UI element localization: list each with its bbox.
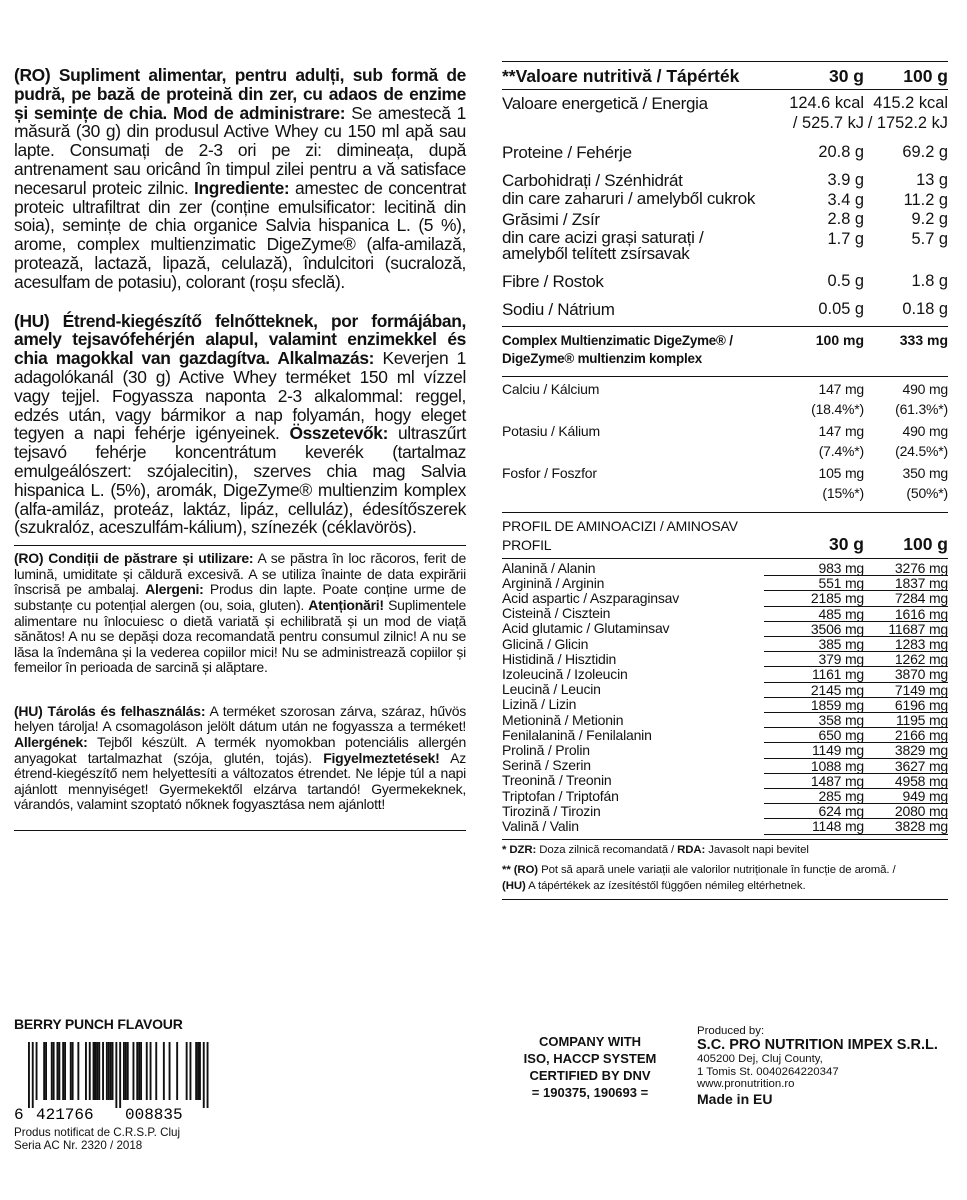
energy-kj-100g: / 1752.2 kJ [867, 114, 948, 132]
producer-address1: 405200 Dej, Cluj County, [697, 1053, 823, 1066]
fibre-30g: 0.5 g [827, 272, 864, 290]
amino-name: Arginină / Arginin [502, 574, 605, 591]
footnote-ro-text: Pot să apară unele variații ale valorilor nutriționale în funcție de aromă. / [538, 863, 896, 876]
amino-name: Cisteină / Cisztein [502, 605, 611, 622]
amino-row [502, 728, 948, 743]
amino-table [502, 561, 948, 835]
nutrition-header-rule [502, 89, 948, 90]
barcode-bar [36, 1042, 38, 1100]
amino-row [502, 637, 948, 652]
barcode-bar [190, 1042, 192, 1100]
amino-row [502, 591, 948, 606]
amino-name: Lizină / Lizin [502, 696, 577, 713]
footnote-ro [502, 862, 948, 878]
hu-description-intro: (HU) Étrend-kiegészítő felnőtteknek, por formájában, amely tejsavófehérjén alapul, valamint enzimekkel és chia magokkal van gazdagítva. Alkalmazás: [14, 310, 466, 369]
ro-ingredients-text: amestec de concentrat proteic ultrafiltrat din zer (conține emulsificator: lecitină din soia), semințe de chia organice Salvia hispanica L. (5 %), arome, complex multienzimatic DigeZyme® (alfa-amilază, protează, lactază, lipază, celulază), îndulcitori (sucraloză, acesulfam de potasiu), colorant (roșu sfeclă). [14, 177, 466, 292]
producer-intro: Produced by: [697, 1025, 765, 1037]
barcode-bar [146, 1042, 148, 1100]
mineral-percent-100g: (50%*) [906, 485, 948, 501]
mineral-label: Fosfor / Foszfor [502, 465, 597, 481]
barcode-bar [45, 1042, 47, 1100]
amino-name: Glicină / Glicin [502, 635, 589, 652]
amino-row [502, 819, 948, 834]
nutrition-header-label: **Valoare nutritivă / Tápérték [502, 66, 740, 86]
amino-name: Serină / Szerin [502, 757, 591, 774]
amino-30g: 3506 mg [764, 621, 864, 636]
energy-kj-30g: / 525.7 kJ [792, 114, 864, 132]
amino-100g: 949 mg [864, 789, 948, 804]
amino-30g: 358 mg [764, 713, 864, 728]
amino-30g: 650 mg [764, 728, 864, 743]
divider-ro-storage [14, 545, 466, 546]
barcode-bar [110, 1042, 112, 1100]
digezyme-label-hu: DigeZyme® multienzim komplex [502, 351, 702, 366]
barcode-bar [85, 1042, 87, 1100]
amino-top-rule [502, 512, 948, 513]
hu-storage [14, 704, 466, 813]
amino-row [502, 667, 948, 682]
certification-block [505, 1033, 675, 1101]
barcode-bar [115, 1042, 117, 1108]
energy-label: Valoare energetică / Energia [502, 94, 708, 113]
amino-name: Metionină / Metionin [502, 711, 624, 728]
barcode-bar [95, 1042, 97, 1100]
notified-line2: Seria AC Nr. 2320 / 2018 [14, 1139, 143, 1152]
amino-30g: 2145 mg [764, 682, 864, 697]
amino-row [502, 606, 948, 621]
amino-name: Treonină / Treonin [502, 772, 612, 789]
amino-100g: 7284 mg [864, 591, 948, 606]
digezyme-100g: 333 mg [899, 332, 948, 348]
certification-line4: = 190375, 190693 = [531, 1085, 649, 1100]
footnote-rda-text: Javasolt napi bevitel [705, 843, 809, 856]
ro-ingredients-label: Ingrediente: [194, 177, 290, 198]
amino-100g: 3870 mg [864, 667, 948, 682]
barcode-bar [58, 1042, 60, 1100]
digezyme-label-ro: Complex Multienzimatic DigeZyme® / [502, 333, 733, 348]
barcode-bar [77, 1042, 79, 1100]
certification-line2: ISO, HACCP SYSTEM [523, 1051, 657, 1066]
amino-name: Acid aspartic / Aszparaginsav [502, 589, 680, 606]
mineral-label: Potasiu / Kálium [502, 423, 600, 439]
saturates-100g: 5.7 g [911, 230, 948, 248]
amino-100g: 3828 mg [864, 819, 948, 834]
footnote-dzr [502, 842, 948, 858]
protein-30g: 20.8 g [818, 143, 864, 161]
amino-name: Fenilalanină / Fenilalanin [502, 726, 652, 743]
amino-30g: 1088 mg [764, 758, 864, 773]
amino-row [502, 743, 948, 758]
amino-name: Izoleucină / Izoleucin [502, 665, 628, 682]
barcode-digits-group2: 008835 [125, 1106, 183, 1122]
ro-allergens-label: Alergeni: [145, 581, 204, 598]
footnote-dzr-text: Doza zilnică recomandată / [536, 843, 678, 856]
barcode-bar [89, 1042, 91, 1100]
amino-row [502, 697, 948, 712]
certification-line1: COMPANY WITH [538, 1034, 642, 1049]
sodium-label: Sodiu / Nátrium [502, 300, 615, 319]
nutrition-header-100g: 100 g [903, 66, 948, 86]
amino-header-rule [502, 558, 948, 559]
producer-address2: 1 Tomis St. 0040264220347 [697, 1065, 839, 1078]
hu-ingredients-text: ultraszűrt tejsavó fehérje koncentrátum keverék (tartalmaz emulgeálószert: szójalecitin), szerves chia mag Salvia hispanica L. (5%), aromák, DigeZyme® multienzim komplex (alfa-amiláz, proteáz, laktáz, lipáz, celluláz), édesítőszerek (szukralóz, aceszulfám-kálium), színezék (céklavörös). [14, 423, 466, 538]
barcode-bar [43, 1042, 45, 1100]
barcode-bar [199, 1042, 201, 1100]
ro-warnings-label: Atenționări! [308, 596, 384, 613]
carbs-30g: 3.9 g [827, 171, 864, 189]
footnote-top-rule [502, 839, 948, 840]
ro-description-intro: (RO) Supliment alimentar, pentru adulți, sub formă de pudră, pe bază de proteină din zer, cu adaos de enzime și semințe de chia. Mod de administrare: [14, 65, 466, 123]
amino-100g: 3276 mg [864, 561, 948, 576]
barcode-bar [53, 1042, 55, 1100]
amino-30g: 285 mg [764, 789, 864, 804]
hu-allergens-label: Allergének: [14, 734, 88, 751]
amino-100g: 1616 mg [864, 606, 948, 621]
mineral-row [502, 381, 948, 397]
amino-row [502, 789, 948, 804]
notified-line1: Produs notificat de C.R.S.P. Cluj [14, 1126, 181, 1139]
barcode-bar [125, 1042, 127, 1100]
amino-header-row [502, 517, 948, 555]
barcode-bar [98, 1042, 100, 1100]
barcode-bar [62, 1042, 64, 1100]
barcode-bar [203, 1042, 205, 1108]
producer-block [697, 1025, 957, 1107]
sugars-row [502, 191, 948, 210]
barcode-bar [138, 1042, 140, 1100]
footnotes [502, 842, 948, 894]
amino-row [502, 652, 948, 667]
fat-100g: 9.2 g [911, 210, 948, 228]
amino-name: Prolină / Prolin [502, 741, 590, 758]
amino-name: Triptofan / Triptofán [502, 787, 619, 804]
barcode-bar [96, 1042, 98, 1100]
amino-100g: 1837 mg [864, 576, 948, 591]
barcode-bar [70, 1042, 72, 1100]
mineral-percent-30g: (15%*) [822, 485, 864, 501]
amino-row [502, 621, 948, 636]
barcode-bar [51, 1042, 53, 1100]
amino-name: Acid glutamic / Glutaminsav [502, 620, 670, 637]
minerals-top-rule [502, 376, 948, 377]
hu-warnings-text: Az étrend-kiegészítő nem helyettesíti a változatos étrendet. Ne lépje túl a napi ajánlott mennyiséget! Gyermekektől elzárva tartandó! Gyermekeknek, várandós, valamint szoptató nőknek fogyasztása nem ajánlott! [14, 749, 466, 813]
amino-name: Alanină / Alanin [502, 560, 596, 576]
amino-100g: 7149 mg [864, 682, 948, 697]
amino-100g: 6196 mg [864, 697, 948, 712]
sodium-100g: 0.18 g [902, 300, 948, 318]
barcode-bar [119, 1042, 121, 1108]
ro-warnings-text: Suplimentele alimentare nu înlocuiesc o dietă variată și echilibrată și un mod de viață sănătos! A nu se depăși doza recomandată pentru consumul zilnic! A nu se lăsa la îndemâna și la vederea copiilor mici! Nu se administrează copiilor și femeilor în perioada de sarcină și alăptare. [14, 596, 467, 676]
amino-30g: 1161 mg [764, 667, 864, 682]
barcode-bar [112, 1042, 114, 1100]
digezyme-30g: 100 mg [815, 332, 864, 348]
footnote-hu-text: A tápértékek az ízesítéstől függően némileg eltérhetnek. [525, 879, 806, 892]
fat-30g: 2.8 g [827, 210, 864, 228]
divider-bottom-left [14, 830, 466, 831]
ro-allergens-text: Produs din lapte. Poate conține urme de substanțe cu potențial alergen (ou, soia, gluten). [14, 581, 466, 613]
barcode-bar [106, 1042, 108, 1100]
sugars-100g: 11.2 g [903, 191, 948, 209]
barcode-digits-group1: 421766 [36, 1106, 94, 1122]
nutrition-header-row [502, 62, 948, 89]
flavour-label: BERRY PUNCH FLAVOUR [14, 1016, 183, 1032]
hu-storage-text: A terméket szorosan zárva, száraz, hűvös helyen tárolja! A csomagoláson jelölt dátum után ne fogyassza a terméket! [14, 702, 466, 735]
amino-100g: 3829 mg [864, 743, 948, 758]
amino-name: Leucină / Leucin [502, 681, 601, 698]
amino-100g: 2080 mg [864, 804, 948, 819]
hu-ingredients-label: Összetevők: [289, 423, 389, 444]
amino-30g: 1148 mg [764, 819, 864, 834]
mineral-percent-100g: (24.5%*) [895, 443, 948, 459]
sodium-30g: 0.05 g [818, 300, 864, 318]
energy-kcal-30g: 124.6 kcal [789, 94, 864, 112]
barcode-bar [108, 1042, 110, 1100]
amino-30g: 2185 mg [764, 591, 864, 606]
fibre-row [502, 272, 948, 292]
amino-name: Tirozină / Tirozin [502, 802, 601, 819]
energy-kj-row [502, 114, 948, 133]
ro-storage [14, 551, 466, 676]
amino-header-100g: 100 g [903, 534, 948, 554]
left-column [14, 66, 466, 831]
barcode-bar [123, 1042, 125, 1100]
footnote-hu [502, 878, 948, 894]
amino-30g: 385 mg [764, 637, 864, 652]
barcode-bar [136, 1042, 138, 1100]
protein-label: Proteine / Fehérje [502, 143, 632, 162]
carbs-label: Carbohidrați / Szénhidrát [502, 171, 683, 190]
nutrition-table [502, 61, 948, 900]
made-in-label: Made in EU [697, 1090, 773, 1107]
fibre-100g: 1.8 g [911, 272, 948, 290]
barcode-bar [127, 1042, 129, 1100]
barcode-bar [150, 1042, 152, 1100]
fat-row [502, 210, 948, 230]
saturates-label: din care acizi grași saturați / amelyből telített zsírsavak [502, 228, 704, 263]
mineral-row [502, 423, 948, 439]
amino-name: Histidină / Hisztidin [502, 650, 617, 667]
mineral-percent-100g: (61.3%*) [895, 401, 948, 417]
amino-30g: 983 mg [764, 561, 864, 576]
footnote-bottom-rule [502, 899, 948, 900]
carbs-row [502, 171, 948, 191]
amino-100g: 1283 mg [864, 637, 948, 652]
mineral-percent-30g: (18.4%*) [811, 401, 864, 417]
protein-100g: 69.2 g [902, 143, 948, 161]
mineral-percent-row [502, 439, 948, 465]
ro-description [14, 66, 466, 292]
digezyme-row [502, 332, 948, 368]
mineral-row [502, 465, 948, 481]
sugars-label: din care zaharuri / amelyből cukrok [502, 189, 756, 208]
amino-100g: 11687 mg [864, 621, 948, 636]
hu-description [14, 312, 466, 538]
digezyme-top-rule [502, 326, 948, 327]
barcode-bar [93, 1042, 95, 1100]
amino-100g: 4958 mg [864, 773, 948, 788]
amino-100g: 2166 mg [864, 728, 948, 743]
certification-line3: CERTIFIED BY DNV [529, 1068, 651, 1083]
amino-30g: 624 mg [764, 804, 864, 819]
amino-row [502, 561, 948, 576]
ro-administration-text: Se amestecă 1 măsură (30 g) din produsul Active Whey cu 150 ml apă sau lapte. Consumați de 2-3 ori pe zi: dimineața, după antrenament sau oricând în timpul zilei pentru a vă satisface necesarul proteic zilnic. [14, 102, 466, 198]
energy-row [502, 94, 948, 114]
amino-row [502, 804, 948, 819]
mineral-30g: 147 mg [818, 381, 864, 397]
carbs-100g: 13 g [916, 171, 948, 189]
amino-30g: 551 mg [764, 576, 864, 591]
footnote-rda-label: RDA: [677, 843, 706, 856]
barcode-bar [186, 1042, 188, 1100]
minerals-table [502, 381, 948, 507]
mineral-30g: 147 mg [818, 423, 864, 439]
barcode-bar [102, 1042, 104, 1100]
amino-100g: 1262 mg [864, 652, 948, 667]
fibre-label: Fibre / Rostok [502, 272, 604, 291]
ro-storage-label: (RO) Condiții de păstrare și utilizare: [14, 550, 254, 567]
notification-info [14, 1126, 314, 1152]
mineral-percent-30g: (7.4%*) [818, 443, 864, 459]
amino-header-label-line2: PROFIL [502, 537, 552, 553]
amino-header-label [502, 517, 764, 555]
amino-row [502, 773, 948, 788]
amino-100g: 1195 mg [864, 713, 948, 728]
amino-row [502, 682, 948, 697]
energy-kcal-100g: 415.2 kcal [873, 94, 948, 112]
barcode-bar [176, 1042, 178, 1100]
producer-website: www.pronutrition.ro [697, 1078, 795, 1091]
barcode-block [14, 1016, 314, 1152]
producer-name: S.C. PRO NUTRITION IMPEX S.R.L. [697, 1037, 938, 1054]
mineral-100g: 490 mg [902, 381, 948, 397]
mineral-30g: 105 mg [818, 465, 864, 481]
saturates-30g: 1.7 g [827, 230, 864, 248]
barcode-bar [163, 1042, 165, 1100]
barcode-bar [32, 1042, 34, 1108]
footnote-dzr-label: * DZR: [502, 843, 537, 856]
mineral-100g: 350 mg [902, 465, 948, 481]
amino-100g: 3627 mg [864, 758, 948, 773]
mineral-percent-row [502, 397, 948, 423]
hu-administration-text: Keverjen 1 adagolókanál (30 g) Active Whey terméket 150 ml vízzel vagy tejjel. Fogyassza naponta 2-3 alkalommal: reggel, edzés után, vagy bármikor a nap folyamán, hogy eleget tegyen a napi fehérje igényeinek. [14, 348, 467, 444]
barcode-bar [195, 1042, 197, 1100]
nutrition-header-30g: 30 g [828, 66, 864, 86]
hu-warnings-label: Figyelmeztetések! [323, 749, 440, 766]
barcode-bar [57, 1042, 59, 1100]
hu-storage-label: (HU) Tárolás és felhasználás: [14, 702, 206, 719]
barcode-bar [169, 1042, 171, 1100]
amino-header-label-line1: PROFIL DE AMINOACIZI / AMINOSAV [502, 518, 738, 534]
sugars-30g: 3.4 g [827, 191, 864, 209]
mineral-100g: 490 mg [902, 423, 948, 439]
saturates-row [502, 230, 948, 262]
hu-allergens-text: Tejből készült. A termék nyomokban potenciális allergén anyagokat tartalmazhat (szója, glutén, tojás). [14, 734, 466, 766]
mineral-label: Calciu / Kálcium [502, 381, 600, 397]
barcode-bar [197, 1042, 199, 1100]
footnote-ro-label: ** (RO) [502, 863, 539, 876]
sodium-row [502, 300, 948, 320]
barcode-bar [140, 1042, 142, 1100]
amino-30g: 379 mg [764, 652, 864, 667]
amino-header-30g: 30 g [828, 534, 864, 554]
amino-row [502, 713, 948, 728]
amino-30g: 1149 mg [764, 743, 864, 758]
amino-row [502, 758, 948, 773]
digezyme-label [502, 332, 764, 368]
mineral-percent-row [502, 481, 948, 507]
barcode [14, 1042, 219, 1122]
ro-storage-text: A se păstra în loc răcoros, ferit de lumină, umiditate și căldură excesivă. A se utiliza înainte de data expirării înscrisă pe ambalaj. [14, 550, 467, 598]
protein-row [502, 143, 948, 163]
barcode-bar [133, 1042, 135, 1100]
barcode-bar [155, 1042, 157, 1100]
amino-30g: 1487 mg [764, 773, 864, 788]
amino-30g: 1859 mg [764, 697, 864, 712]
footnote-hu-label: (HU) [502, 879, 526, 892]
barcode-bar [207, 1042, 209, 1108]
amino-row [502, 576, 948, 591]
barcode-digit-first: 6 [14, 1106, 24, 1122]
barcode-bar [72, 1042, 74, 1100]
amino-name: Valină / Valin [502, 817, 579, 834]
fat-label: Grăsimi / Zsír [502, 210, 600, 229]
barcode-bar [64, 1042, 66, 1100]
amino-30g: 485 mg [764, 606, 864, 621]
barcode-bar [28, 1042, 30, 1108]
